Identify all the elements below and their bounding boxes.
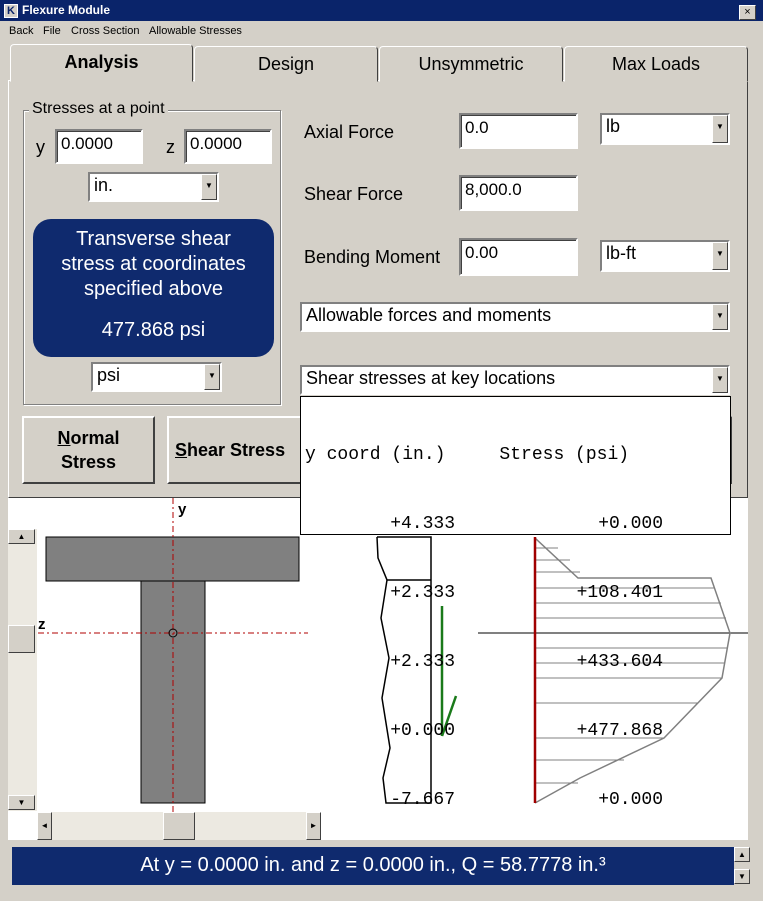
row-y: +0.000 xyxy=(390,721,455,741)
normal-label: ormal xyxy=(70,428,120,448)
scroll-down-button[interactable]: ▼ xyxy=(8,795,35,810)
dropdown-row[interactable] xyxy=(305,789,726,812)
status-scrollbar[interactable] xyxy=(734,847,750,885)
result-value: 477.868 psi xyxy=(101,319,206,341)
mode-select[interactable] xyxy=(300,302,730,332)
stress-unit-value: psi xyxy=(97,365,121,385)
axial-force-input[interactable]: 0.0 xyxy=(459,113,578,149)
result-line-2: stress at coordinates xyxy=(61,253,246,275)
stresses-group-title: Stresses at a point xyxy=(29,100,168,118)
z-input[interactable]: 0.0000 xyxy=(184,129,272,164)
app-icon: K xyxy=(4,4,18,18)
scroll-up-button[interactable]: ▲ xyxy=(8,529,35,544)
chevron-down-icon[interactable]: ▼ xyxy=(201,174,217,200)
shear-accel-key: S xyxy=(175,440,188,460)
status-scroll-up[interactable]: ▲ xyxy=(734,847,750,862)
row-stress: +433.604 xyxy=(576,652,663,672)
window-title: Flexure Module xyxy=(22,3,111,17)
dropdown-row[interactable] xyxy=(305,720,726,743)
shear-label: hear Stress xyxy=(187,440,286,460)
menu-cross-section[interactable]: Cross Section xyxy=(71,25,140,37)
moment-unit-value: lb-ft xyxy=(606,243,637,263)
output-select-value: Shear stresses at key locations xyxy=(306,368,556,388)
row-stress: +0.000 xyxy=(598,790,663,810)
row-stress: +477.868 xyxy=(576,721,663,741)
stress-result-box xyxy=(33,219,274,357)
shear-stress-button[interactable] xyxy=(167,416,312,484)
horizontal-scrollbar[interactable] xyxy=(37,812,321,840)
shear-force-label: Shear Force xyxy=(304,184,404,204)
coord-unit-select[interactable] xyxy=(88,172,219,202)
stress-unit-select[interactable] xyxy=(91,362,222,392)
force-unit-value: lb xyxy=(606,116,621,136)
y-label: y xyxy=(36,137,45,157)
bending-moment-input[interactable]: 0.00 xyxy=(459,238,578,276)
force-unit-select[interactable] xyxy=(600,113,730,145)
row-y: +4.333 xyxy=(390,514,455,534)
output-select[interactable] xyxy=(300,365,730,395)
menu-file[interactable]: File xyxy=(43,25,61,37)
menu-bar xyxy=(0,22,763,41)
dropdown-row[interactable] xyxy=(305,513,726,536)
tab-max-loads[interactable]: Max Loads xyxy=(564,46,748,82)
dropdown-row[interactable] xyxy=(305,582,726,605)
normal-accel-key: N xyxy=(57,428,71,448)
tab-analysis[interactable]: Analysis xyxy=(10,44,193,82)
menu-allowable-stresses[interactable]: Allowable Stresses xyxy=(149,25,242,37)
row-stress: +108.401 xyxy=(576,583,663,603)
z-label: z xyxy=(166,137,175,157)
axial-force-label: Axial Force xyxy=(304,122,395,142)
z-axis-label: z xyxy=(38,616,46,633)
mode-select-value: Allowable forces and moments xyxy=(306,305,552,325)
close-button[interactable]: × xyxy=(739,5,756,20)
scroll-right-button[interactable]: ► xyxy=(306,812,321,840)
y-axis-label: y xyxy=(178,501,187,518)
normal-line-2: Stress xyxy=(60,452,117,472)
row-y: +2.333 xyxy=(390,652,455,672)
chevron-down-icon[interactable]: ▼ xyxy=(712,242,728,270)
vertical-scroll-thumb[interactable] xyxy=(8,625,35,653)
result-line-3: specified above xyxy=(84,278,223,300)
row-y: -7.667 xyxy=(390,790,455,810)
chevron-down-icon[interactable]: ▼ xyxy=(204,364,220,390)
shear-force-input[interactable]: 8,000.0 xyxy=(459,175,578,211)
status-scroll-down[interactable]: ▼ xyxy=(734,869,750,884)
title-bar xyxy=(0,0,763,22)
coord-unit-value: in. xyxy=(94,175,114,195)
dropdown-header: y coord (in.) Stress (psi) xyxy=(305,445,630,465)
status-bar: At y = 0.0000 in. and z = 0.0000 in., Q = 58.7778 in.³ xyxy=(12,847,734,885)
chevron-down-icon[interactable]: ▼ xyxy=(712,367,728,393)
horizontal-scroll-thumb[interactable] xyxy=(163,812,195,840)
tab-unsymmetric[interactable]: Unsymmetric xyxy=(379,46,563,82)
row-y: +2.333 xyxy=(390,583,455,603)
result-line-1: Transverse shear xyxy=(76,228,231,250)
row-stress: +0.000 xyxy=(598,514,663,534)
normal-stress-button[interactable] xyxy=(22,416,155,484)
menu-back[interactable]: Back xyxy=(9,25,34,37)
scroll-left-button[interactable]: ◄ xyxy=(37,812,52,840)
vertical-scrollbar[interactable] xyxy=(8,529,37,811)
tab-design[interactable]: Design xyxy=(194,46,378,82)
y-input[interactable]: 0.0000 xyxy=(55,129,143,164)
chevron-down-icon[interactable]: ▼ xyxy=(712,304,728,330)
dropdown-row[interactable] xyxy=(305,651,726,674)
moment-unit-select[interactable] xyxy=(600,240,730,272)
bending-moment-label: Bending Moment xyxy=(304,247,441,267)
chevron-down-icon[interactable]: ▼ xyxy=(712,115,728,143)
dropdown-list[interactable] xyxy=(300,396,731,810)
